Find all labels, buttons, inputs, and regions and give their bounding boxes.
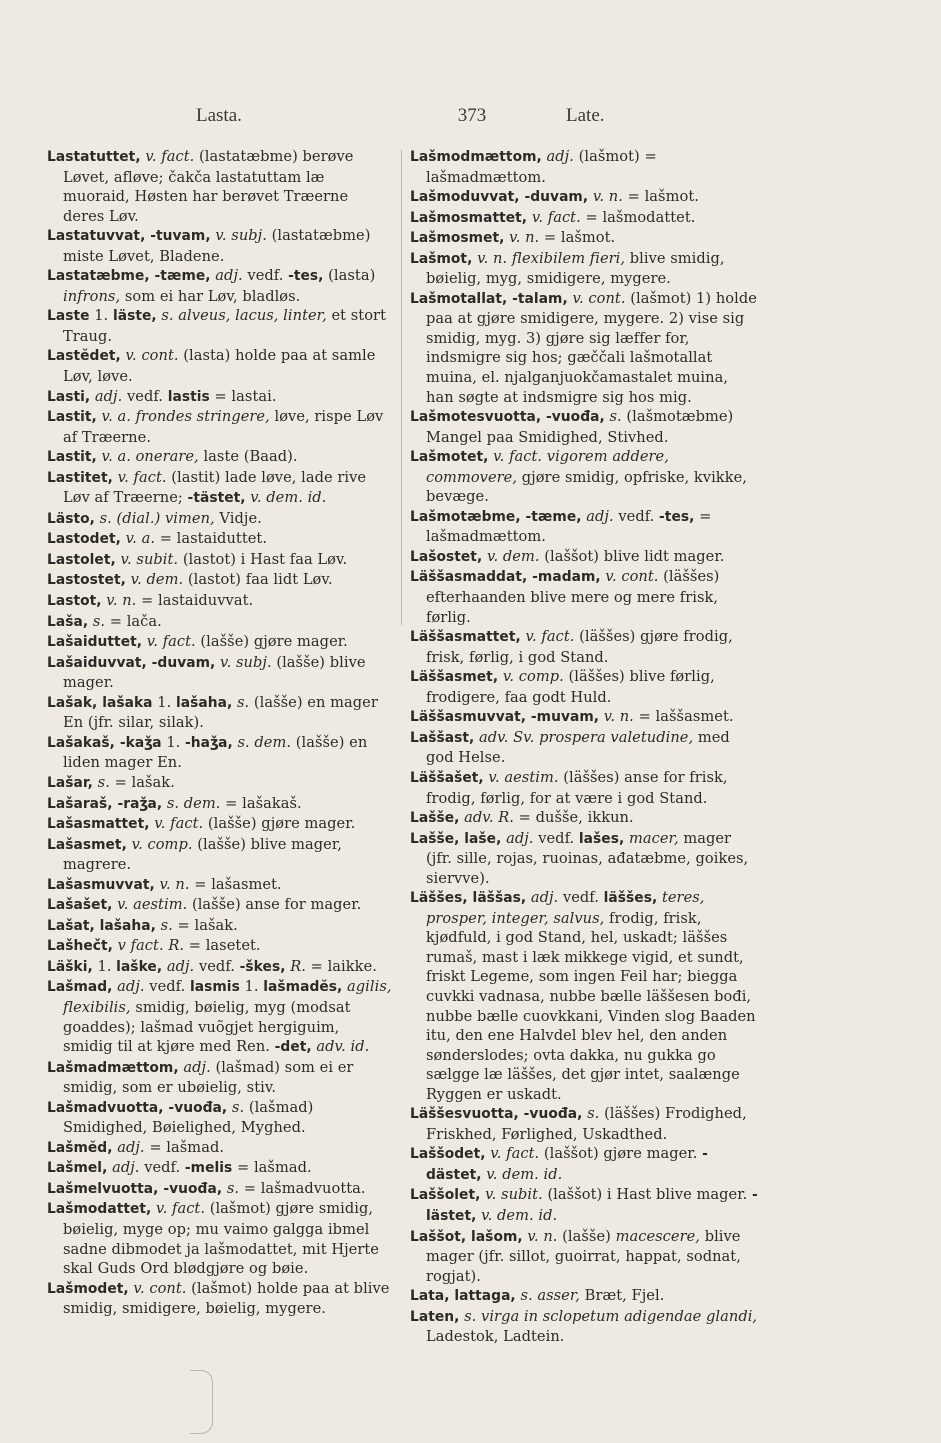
grammar-label: adj. (586, 507, 614, 525)
dictionary-entry (47, 1138, 392, 1159)
definition-text: (lašše) (557, 1227, 616, 1245)
definition-text: vedf. (194, 957, 240, 975)
dictionary-entry (47, 570, 392, 591)
headword: laške, (116, 958, 163, 975)
grammar-label: v. subj. (215, 227, 267, 245)
grammar-label: v. fact. (154, 815, 204, 833)
grammar-label: v. a. (125, 530, 156, 548)
headword: Laššot, lašom, (410, 1228, 523, 1245)
definition-text: vedf. (533, 829, 579, 847)
column-divider (401, 150, 402, 625)
headword: -škes, (239, 958, 286, 975)
definition-text: (lašše) en mager En (jfr. silar, silak). (63, 693, 378, 732)
headword: Lašmosmattet, (410, 209, 528, 226)
headword: Läššasmuvvat, -muvam, (410, 709, 600, 726)
definition-text: (lašmotæbme) Mangel paa Smidighed, Stivhed. (426, 408, 734, 446)
dictionary-entry (47, 875, 392, 896)
grammar-label: R. (290, 957, 306, 975)
dictionary-entry (410, 187, 760, 208)
headword: Läššasmet, (410, 669, 499, 686)
dictionary-entry (47, 468, 392, 509)
definition-text: = lastaiduttet. (155, 530, 268, 548)
dictionary-entry (410, 507, 760, 547)
dictionary-entry (47, 814, 392, 835)
dictionary-entry (47, 346, 392, 386)
grammar-label: v. comp. (131, 835, 193, 853)
grammar-label: v. dem. (486, 547, 540, 565)
headword: Lastatæbme, -tæme, (47, 268, 211, 285)
definition-text: = lašmad. (144, 1138, 225, 1156)
grammar-label: v. subit. (485, 1186, 543, 1204)
header-left-guide-word: Lasta. (196, 105, 242, 126)
definition-text: 1. (92, 957, 117, 975)
dictionary-entry (410, 228, 760, 249)
dictionary-entry (47, 447, 392, 468)
headword: Lašostet, (410, 548, 483, 565)
headword: Lašše, (410, 810, 460, 827)
grammar-label: agilis, flexibilis, (63, 978, 392, 1016)
headword: Lašasmattet, (47, 816, 150, 833)
grammar-label: adj. (166, 957, 195, 975)
headword: läste, (112, 308, 157, 325)
dictionary-entry (410, 567, 760, 627)
dictionary-entry (47, 1179, 392, 1200)
definition-text: (lašmad) Smidighed, Bøielighed, Myghed. (63, 1098, 314, 1137)
dictionary-entry (410, 1185, 760, 1226)
headword: Lašmadvuotta, -vuođa, (47, 1099, 228, 1116)
dictionary-entry (410, 1286, 760, 1307)
grammar-label: macescere, (615, 1227, 700, 1245)
page-number: 373 (457, 105, 487, 126)
headword: Lašmotæbme, -tæme, (410, 508, 582, 525)
dictionary-entry (47, 773, 392, 794)
dictionary-entry (410, 1104, 760, 1144)
headword: Lastitet, (47, 469, 113, 486)
headword: Lašasmuvvat, (47, 876, 155, 893)
dictionary-entry (47, 591, 392, 612)
grammar-label: v. n. (509, 229, 540, 247)
definition-text: vedf. (613, 507, 660, 525)
headword: Lašmotesvuotta, -vuođa, (410, 409, 605, 426)
definition-text: Vidje. (214, 509, 262, 527)
dictionary-entry (47, 509, 392, 530)
definition-text: = lašak. (172, 916, 238, 934)
headword: Laša, (47, 613, 89, 630)
definition-text: = lašmodattet. (580, 208, 696, 226)
dictionary-entry (410, 808, 760, 829)
grammar-label: adj. (112, 1159, 140, 1177)
definition-text: blive mager (jfr. sillot, guoirrat, happat, sodnat, rogjat). (426, 1227, 741, 1285)
headword: Lašmotet, (410, 449, 489, 466)
headword: Lastostet, (47, 572, 126, 589)
page-header (0, 105, 941, 135)
grammar-label: v. fact. (117, 468, 167, 486)
headword: Lašmel, (47, 1160, 108, 1177)
definition-text: = lašasmet. (189, 875, 282, 893)
dictionary-entry (47, 387, 392, 408)
dictionary-entry (410, 547, 760, 568)
definition-text: (lašmot) = lašmadmættom. (426, 148, 657, 186)
definition-text: (lašše) blive mager, magrere. (63, 835, 342, 874)
headword: -dästet, (426, 1146, 708, 1183)
definition-text: vedf. (139, 1159, 185, 1177)
grammar-label: v. fact. (156, 1200, 206, 1218)
dictionary-entry (47, 266, 392, 306)
dictionary-entry (47, 977, 392, 1057)
headword: Lašmosmet, (410, 230, 505, 247)
grammar-label: s. alveus, lacus, linter, (161, 307, 327, 325)
headword: lašes, (578, 830, 625, 847)
dictionary-entry (410, 447, 760, 507)
grammar-label: adv. Sv. prospera valetudine, (479, 728, 694, 746)
definition-text: = dušše, ikkun. (513, 809, 634, 827)
grammar-label: adj. (117, 978, 145, 996)
headword: Lašmoduvvat, -duvam, (410, 189, 589, 206)
dictionary-entry (410, 1227, 760, 1287)
grammar-label: s. (587, 1105, 600, 1123)
dictionary-entry (47, 550, 392, 571)
dictionary-entry (410, 208, 760, 229)
headword: Läški, (47, 958, 93, 975)
grammar-label: v. n. (106, 592, 137, 610)
headword: Lašat, lašaha, (47, 917, 156, 934)
dictionary-entry (410, 829, 760, 889)
grammar-label: v. n. (159, 875, 190, 893)
grammar-label: v. subit. (120, 550, 179, 568)
headword: Läššasmattet, (410, 629, 521, 646)
grammar-label: v. aestim. (117, 896, 188, 914)
headword: lašaha, (175, 694, 233, 711)
grammar-label: adj. (506, 829, 534, 847)
definition-text: løve, rispe Løv af Træerne. (63, 408, 384, 446)
headword: Laten, (410, 1308, 460, 1325)
dictionary-entry (410, 407, 760, 447)
header-right-guide-word: Late. (566, 105, 605, 126)
definition-text: laste (Baad). (198, 448, 298, 466)
definition-text: vedf. (558, 889, 604, 907)
grammar-label: v. n. flexibilem fieri, (477, 249, 626, 267)
dictionary-entry (410, 627, 760, 667)
definition-text: = lašak. (109, 773, 175, 791)
definition-text: (laššot) gjøre mager. (539, 1145, 703, 1163)
grammar-label: v. fact. vigorem addere, commovere, (426, 448, 669, 486)
grammar-label: infrons, (63, 287, 121, 305)
dictionary-entry (47, 916, 392, 937)
definition-text: (lasta) (323, 267, 376, 285)
grammar-label: s. (97, 773, 110, 791)
headword: Läššesvuotta, -vuođa, (410, 1106, 583, 1123)
headword: Lašmotallat, -talam, (410, 290, 568, 307)
definition-text: (laššot) blive lidt mager. (539, 547, 725, 565)
headword: Lašmad, (47, 979, 113, 996)
headword: -tästet, (187, 490, 246, 507)
headword: läššes, (603, 890, 658, 907)
headword: Lastolet, (47, 551, 116, 568)
headword: Lašaiduttet, (47, 634, 143, 651)
dictionary-entry (410, 249, 760, 289)
headword: lasmis (189, 979, 240, 996)
definition-text: Ladestok, Ladtein. (426, 1328, 565, 1346)
definition-text: (lašmad) som ei er smidig, som er ubøielig, stiv. (63, 1058, 354, 1097)
headword: Lašasmet, (47, 836, 127, 853)
grammar-label: v. n. (527, 1227, 558, 1245)
dictionary-entry (47, 407, 392, 447)
headword: Laššolet, (410, 1187, 481, 1204)
definition-text: (läššes) efterhaanden blive mere og mere frisk, førlig. (426, 568, 720, 626)
grammar-label: v fact. R. (117, 937, 185, 955)
dictionary-entry (47, 612, 392, 633)
definition-text: (lastatæbme) miste Løvet, Bladene. (63, 227, 371, 265)
definition-text: vedf. (122, 387, 168, 405)
dictionary-entry (47, 653, 392, 693)
grammar-label: s. dem. (237, 733, 292, 751)
grammar-label: s. virga in sclopetum adigendae glandi, (464, 1307, 758, 1325)
dictionary-entry (47, 957, 392, 978)
grammar-label: v. dem. id. (481, 1206, 558, 1224)
grammar-label: adj. (94, 387, 123, 405)
grammar-label: v. dem. id. (486, 1165, 563, 1183)
definition-text: = laššasmet. (633, 708, 734, 726)
dictionary-entry (47, 895, 392, 916)
grammar-label: v. dem. id. (250, 489, 327, 507)
grammar-label: s. (dial.) vimen, (99, 509, 215, 527)
headword: Lašaiduvvat, -duvam, (47, 654, 216, 671)
dictionary-entry (47, 693, 392, 733)
headword: Läššes, läššas, (410, 890, 527, 907)
grammar-label: v. cont. (125, 347, 179, 365)
grammar-label: adv. id. (316, 1038, 370, 1056)
grammar-label: v. fact. (490, 1145, 540, 1163)
definition-text: = lašmot. (622, 188, 699, 206)
definition-text: = lašmadmættom. (426, 507, 712, 546)
headword: Laššodet, (410, 1146, 486, 1163)
definition-text: 1. (152, 693, 176, 711)
definition-text: = lašmot. (539, 229, 616, 247)
headword: Lašak, lašaka (47, 694, 153, 711)
definition-text: = lastaiduvvat. (136, 592, 254, 610)
headword: Lästo, (47, 510, 95, 527)
definition-text: 1. (161, 733, 186, 751)
grammar-label: v. n. (603, 708, 634, 726)
dictionary-entry (47, 794, 392, 815)
dictionary-entry (410, 768, 760, 808)
dictionary-entry (47, 306, 392, 346)
definition-text: = lašmadvuotta. (239, 1179, 366, 1197)
definition-text: (läššes) anse for frisk, frodig, førlig, for at være i god Stand. (426, 768, 728, 807)
definition-text: = lašmad. (232, 1159, 312, 1177)
grammar-label: adv. R. (464, 809, 514, 827)
headword: Lašmelvuotta, -vuođa, (47, 1180, 223, 1197)
dictionary-entry (47, 632, 392, 653)
grammar-label: s. (160, 916, 173, 934)
definition-text: = lasetet. (184, 937, 261, 955)
grammar-label: v. comp. (502, 668, 564, 686)
definition-text: 1. (239, 978, 264, 996)
grammar-label: v. cont. (133, 1279, 187, 1297)
headword: Lašmodmættom, (410, 149, 542, 165)
grammar-label: s. dem. (166, 794, 221, 812)
headword: Lasti, (47, 388, 91, 405)
grammar-label: s. (92, 612, 106, 630)
dictionary-entry (410, 289, 760, 407)
grammar-label: adj. (215, 267, 243, 285)
headword: Läššašet, (410, 769, 484, 786)
headword: -det, (274, 1039, 312, 1056)
grammar-label: s. (226, 1179, 240, 1197)
dictionary-entry (410, 707, 760, 728)
grammar-label: s. (236, 693, 250, 711)
definition-text: = lastai. (209, 387, 277, 405)
definition-text: 1. (89, 307, 113, 325)
definition-text: (lašše) gjøre mager. (203, 815, 356, 833)
dictionary-entry (47, 1058, 392, 1098)
headword: Lata, lattaga, (410, 1288, 516, 1305)
headword: -tes, (288, 268, 324, 285)
headword: Lašmodattet, (47, 1201, 152, 1218)
definition-text: (laššot) i Hast blive mager. (542, 1186, 753, 1204)
right-column (410, 147, 760, 1347)
definition-text: som ei har Løv, bladløs. (120, 287, 301, 305)
headword: Laššast, (410, 729, 475, 746)
headword: Lašhečt, (47, 938, 113, 955)
grammar-label: v. fact. (145, 148, 195, 165)
definition-text: (lašmot) 1) holde paa at gjøre smidigere, mygere. 2) vise sig smidig, myg. 3) gjøre sig læffer for, indsmigre sig hos; gæččali lašmotallat muina, el. njalganjuokčamastalet muina, han søgte at indsmigre sig hos mig. (426, 289, 757, 406)
grammar-label: v. subj. (220, 653, 272, 671)
headword: lašmadĕs, (263, 979, 343, 996)
headword: Läššasmaddat, -madam, (410, 569, 601, 586)
definition-text: (lašmot) gjøre smidig, bøielig, myge op; mu vaimo galgga ibmel sadne dibmodet ja lašmodattet, mit Hjerte skal Guds Ord blødgjøre og bøie. (63, 1200, 379, 1278)
definition-text: (lastatæbme) berøve Løvet, afløve; čakča lastatuttam læ muoraid, Høsten har berøvet Træerne deres Løv. (63, 148, 354, 225)
headword: Lastit, (47, 409, 97, 426)
headword: Lašmadmættom, (47, 1059, 179, 1076)
definition-text: (lašše) en liden mager En. (63, 733, 368, 772)
headword: -melis (184, 1160, 233, 1177)
definition-text: vedf. (144, 978, 190, 996)
headword: Lastodet, (47, 531, 121, 548)
headword: Lašar, (47, 774, 93, 791)
grammar-label: v. fact. (146, 633, 196, 651)
definition-text: (läššes) blive førlig, frodigere, faa godt Huld. (426, 668, 715, 706)
dictionary-entry (47, 733, 392, 773)
grammar-label: v. fact. (531, 208, 581, 226)
dictionary-entry (47, 529, 392, 550)
definition-text: Bræt, Fjel. (579, 1287, 665, 1305)
dictionary-entry (410, 147, 760, 187)
margin-bracket-mark (190, 1370, 213, 1434)
dictionary-entry (410, 888, 760, 1104)
headword: Lašmĕd, (47, 1139, 113, 1156)
definition-text: (lašše) blive mager. (63, 653, 366, 692)
headword: Lašaraš, -raǯa, (47, 795, 163, 812)
dictionary-entry (47, 1279, 392, 1319)
dictionary-entry (47, 835, 392, 875)
dictionary-entry (47, 936, 392, 957)
definition-text: smidig, bøielig, myg (modsat goaddes); lašmad vuõgjet hergiguim, smidig til at kjøre med Ren. (63, 998, 351, 1056)
definition-text: (lastot) i Hast faa Løv. (178, 550, 348, 568)
definition-text: frodig, frisk, kjødfuld, i god Stand, hel, uskadt; läššes rumaš, mast i læk mikkege vigid, et sundt, friskt Legeme, som ingen Feil har; biegga cuvkki vadnasa, nubbe bælle läššesen bođi, nubbe bælle cuovkkani, Vinden slog Baaden itu, den ene Halvdel blev hel, den anden sønderslodes; ovta dakka, nu gukka go sælgge læ läššes, det gjør intet, saalænge Ryggen er uskadt. (426, 909, 756, 1103)
grammar-label: macer, (628, 829, 679, 847)
definition-text: (läššes) gjøre frodig, frisk, førlig, i god Stand. (426, 628, 733, 666)
grammar-label: s. (609, 408, 622, 426)
definition-text: (lastit) lade løve, lade rive Løv af Træerne; (63, 468, 367, 507)
left-column (47, 147, 392, 1319)
headword: Lašše, laše, (410, 830, 502, 847)
headword: Lašmot, (410, 250, 473, 267)
dictionary-entry (410, 728, 760, 768)
grammar-label: teres, prosper, integer, salvus, (426, 889, 705, 927)
grammar-label: adj. (530, 889, 559, 907)
headword: Lastĕdet, (47, 348, 121, 365)
headword: Lastot, (47, 593, 102, 610)
dictionary-entry (47, 1098, 392, 1138)
dictionary-entry (47, 226, 392, 266)
grammar-label: adj. (546, 148, 574, 165)
dictionary-entry (410, 667, 760, 707)
headword: Lašakaš, -kaǯa (47, 734, 162, 751)
grammar-label: v. a. onerare, (101, 448, 199, 466)
grammar-label: v. a. frondes stringere, (101, 408, 270, 426)
headword: -lästet, (426, 1187, 758, 1224)
definition-text: (lašše) gjøre mager. (195, 633, 348, 651)
definition-text: = lača. (105, 612, 162, 630)
grammar-label: v. cont. (572, 289, 626, 307)
headword: Lastatuttet, (47, 149, 141, 165)
grammar-label: v. aestim. (488, 768, 559, 786)
headword: Lastit, (47, 449, 97, 466)
grammar-label: adj. (183, 1058, 211, 1076)
definition-text: = lašakaš. (220, 794, 302, 812)
headword: Laste (47, 308, 90, 325)
grammar-label: s. asser, (520, 1287, 580, 1305)
definition-text: mager (jfr. sille, rojas, ruoinas, ađatæbme, goikes, siervve). (426, 829, 749, 887)
grammar-label: v. fact. (525, 628, 575, 646)
definition-text: = laikke. (305, 957, 377, 975)
dictionary-entry (47, 147, 392, 226)
headword: -tes, (659, 508, 695, 525)
grammar-label: adj. (117, 1138, 145, 1156)
definition-text: (lašše) anse for mager. (187, 896, 362, 914)
headword: lastis (167, 388, 210, 405)
headword: Lašmodet, (47, 1280, 129, 1297)
definition-text: (lašmot) holde paa at blive smidig, smidigere, bøielig, mygere. (63, 1279, 390, 1318)
definition-text: blive smidig, bøielig, myg, smidigere, mygere. (426, 249, 725, 288)
grammar-label: v. dem. (130, 571, 184, 589)
grammar-label: v. cont. (605, 568, 659, 586)
grammar-label: v. n. (592, 188, 623, 206)
definition-text: vedf. (242, 267, 289, 285)
grammar-label: s. (231, 1098, 245, 1116)
definition-text: (läššes) Frodighed, Friskhed, Førlighed, Uskadthed. (426, 1105, 747, 1143)
dictionary-entry (410, 1307, 760, 1347)
dictionary-entry (47, 1199, 392, 1278)
headword: Lašašet, (47, 897, 113, 914)
definition-text: gjøre smidig, opfriske, kvikke, bevæge. (426, 468, 747, 506)
definition-text: med god Helse. (426, 728, 730, 767)
dictionary-entry (47, 1158, 392, 1179)
headword: -haǯa, (185, 734, 233, 751)
definition-text: (lastot) faa lidt Løv. (183, 571, 333, 589)
dictionary-entry (410, 1144, 760, 1185)
definition-text: et stort Traug. (63, 307, 386, 345)
definition-text: (lasta) holde paa at samle Løv, løve. (63, 347, 376, 386)
headword: Lastatuvvat, -tuvam, (47, 228, 211, 245)
